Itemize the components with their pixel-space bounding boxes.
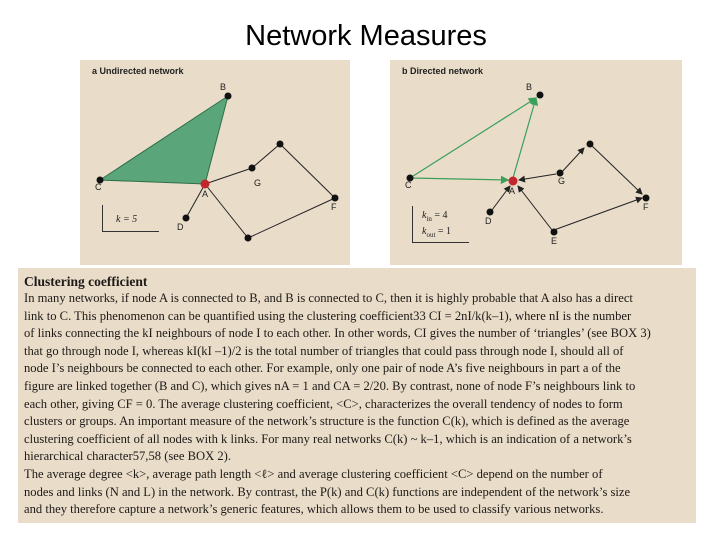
edge-g-h	[252, 144, 280, 168]
node-label-e: E	[551, 236, 558, 246]
in-degree-legend: $k_{in} = 4$	[422, 210, 448, 223]
edge-e-a	[518, 186, 552, 230]
clustering-coefficient-text-panel	[18, 268, 696, 523]
section-heading: Clustering coefficient	[24, 274, 148, 289]
node-b	[225, 93, 232, 100]
node-d	[183, 215, 190, 222]
edge-h-f	[280, 144, 335, 198]
edge-d-a	[492, 186, 510, 210]
node-f	[332, 195, 339, 202]
node-e	[551, 229, 558, 236]
node-label-d: D	[177, 222, 184, 232]
node-e	[245, 235, 252, 242]
body-line: nodes and links (N and L) in the network. By contrast, the P(k) and C(k) functions are independent of the network’s size	[24, 484, 631, 499]
edge-g-h	[560, 148, 584, 174]
body-line: figure are linked together (B and C), which gives nA = 1 and CA = 2/20. By contrast, none of node F’s neighbours link to	[24, 378, 636, 393]
node-label-b: B	[220, 82, 227, 92]
node-d	[487, 209, 494, 216]
triangle-abc	[100, 96, 228, 184]
edge-c-b	[410, 98, 536, 178]
node-label-d: D	[485, 216, 492, 226]
node-f	[643, 195, 650, 202]
directed-network-panel	[390, 60, 682, 265]
edge-c-a	[410, 178, 508, 180]
node-label-f: F	[643, 202, 649, 212]
out-degree-legend: $k_{out} = 1$	[422, 226, 452, 239]
body-line: The average degree <k>, average path length <ℓ> and average clustering coefficient <C> depend on the number of	[24, 466, 603, 481]
edge-g-a	[519, 174, 556, 180]
body-line: that go through node I, whereas kI(kI –1)/2 is the total number of triangles that could pass through node I, should all of	[24, 343, 624, 358]
body-line: clustering coefficient of all nodes with k links. For many real networks C(k) ~ k–1, which is an indication of a network’s	[24, 431, 632, 446]
undirected-network-panel	[80, 60, 350, 265]
edge-h-f	[590, 144, 642, 194]
degree-legend: k = 5	[116, 214, 138, 225]
node-h	[277, 141, 284, 148]
undirected-network-graph	[80, 60, 350, 265]
node-label-b: B	[526, 82, 533, 92]
node-b	[537, 92, 544, 99]
node-label-g: G	[254, 178, 262, 188]
body-line: link to C. This phenomenon can be quantified using the clustering coefficient33 CI = 2nI/k(k–1), where nI is the number	[24, 308, 632, 323]
node-label-c: C	[405, 180, 412, 190]
edge-e-f	[554, 198, 642, 230]
body-line: each other, giving CF = 0. The average clustering coefficient, <C>, characterizes the overall tendency of nodes to form	[24, 396, 623, 411]
panel-b-label: b Directed network	[402, 66, 484, 76]
body-line: node I’s neighbours be connected to each other. For example, only one pair of node A’s five neighbours in part a of the	[24, 361, 621, 376]
body-text	[24, 290, 692, 519]
node-label-a: A	[202, 189, 209, 199]
body-line: hierarchical character57,58 (see BOX 2).	[24, 449, 231, 464]
node-h	[587, 141, 594, 148]
edge-a-e	[205, 184, 248, 238]
edge-a-g	[205, 168, 252, 184]
page-title: Network Measures	[245, 20, 487, 52]
node-label-f: F	[331, 202, 337, 212]
node-label-a: A	[509, 186, 516, 196]
node-a	[509, 177, 518, 186]
node-g	[249, 165, 256, 172]
body-line: clusters or groups. An important measure of the network’s structure is the function C(k), which is defined as the average	[24, 414, 630, 429]
body-line: of links connecting the kI neighbours of node I to each other. In other words, CI gives the number of ‘triangles’ (see BOX 3)	[24, 326, 651, 341]
panel-a-label: a Undirected network	[92, 66, 184, 76]
node-label-c: C	[95, 182, 102, 192]
node-label-g: G	[558, 176, 566, 186]
body-line: In many networks, if node A is connected to B, and B is connected to C, then it is highly probable that A also has a direct	[24, 291, 633, 305]
edge-e-f	[248, 198, 335, 238]
body-line: and they therefore capture a network’s generic features, which allows them to be used to classify various networks.	[24, 502, 604, 517]
node-a	[201, 180, 210, 189]
